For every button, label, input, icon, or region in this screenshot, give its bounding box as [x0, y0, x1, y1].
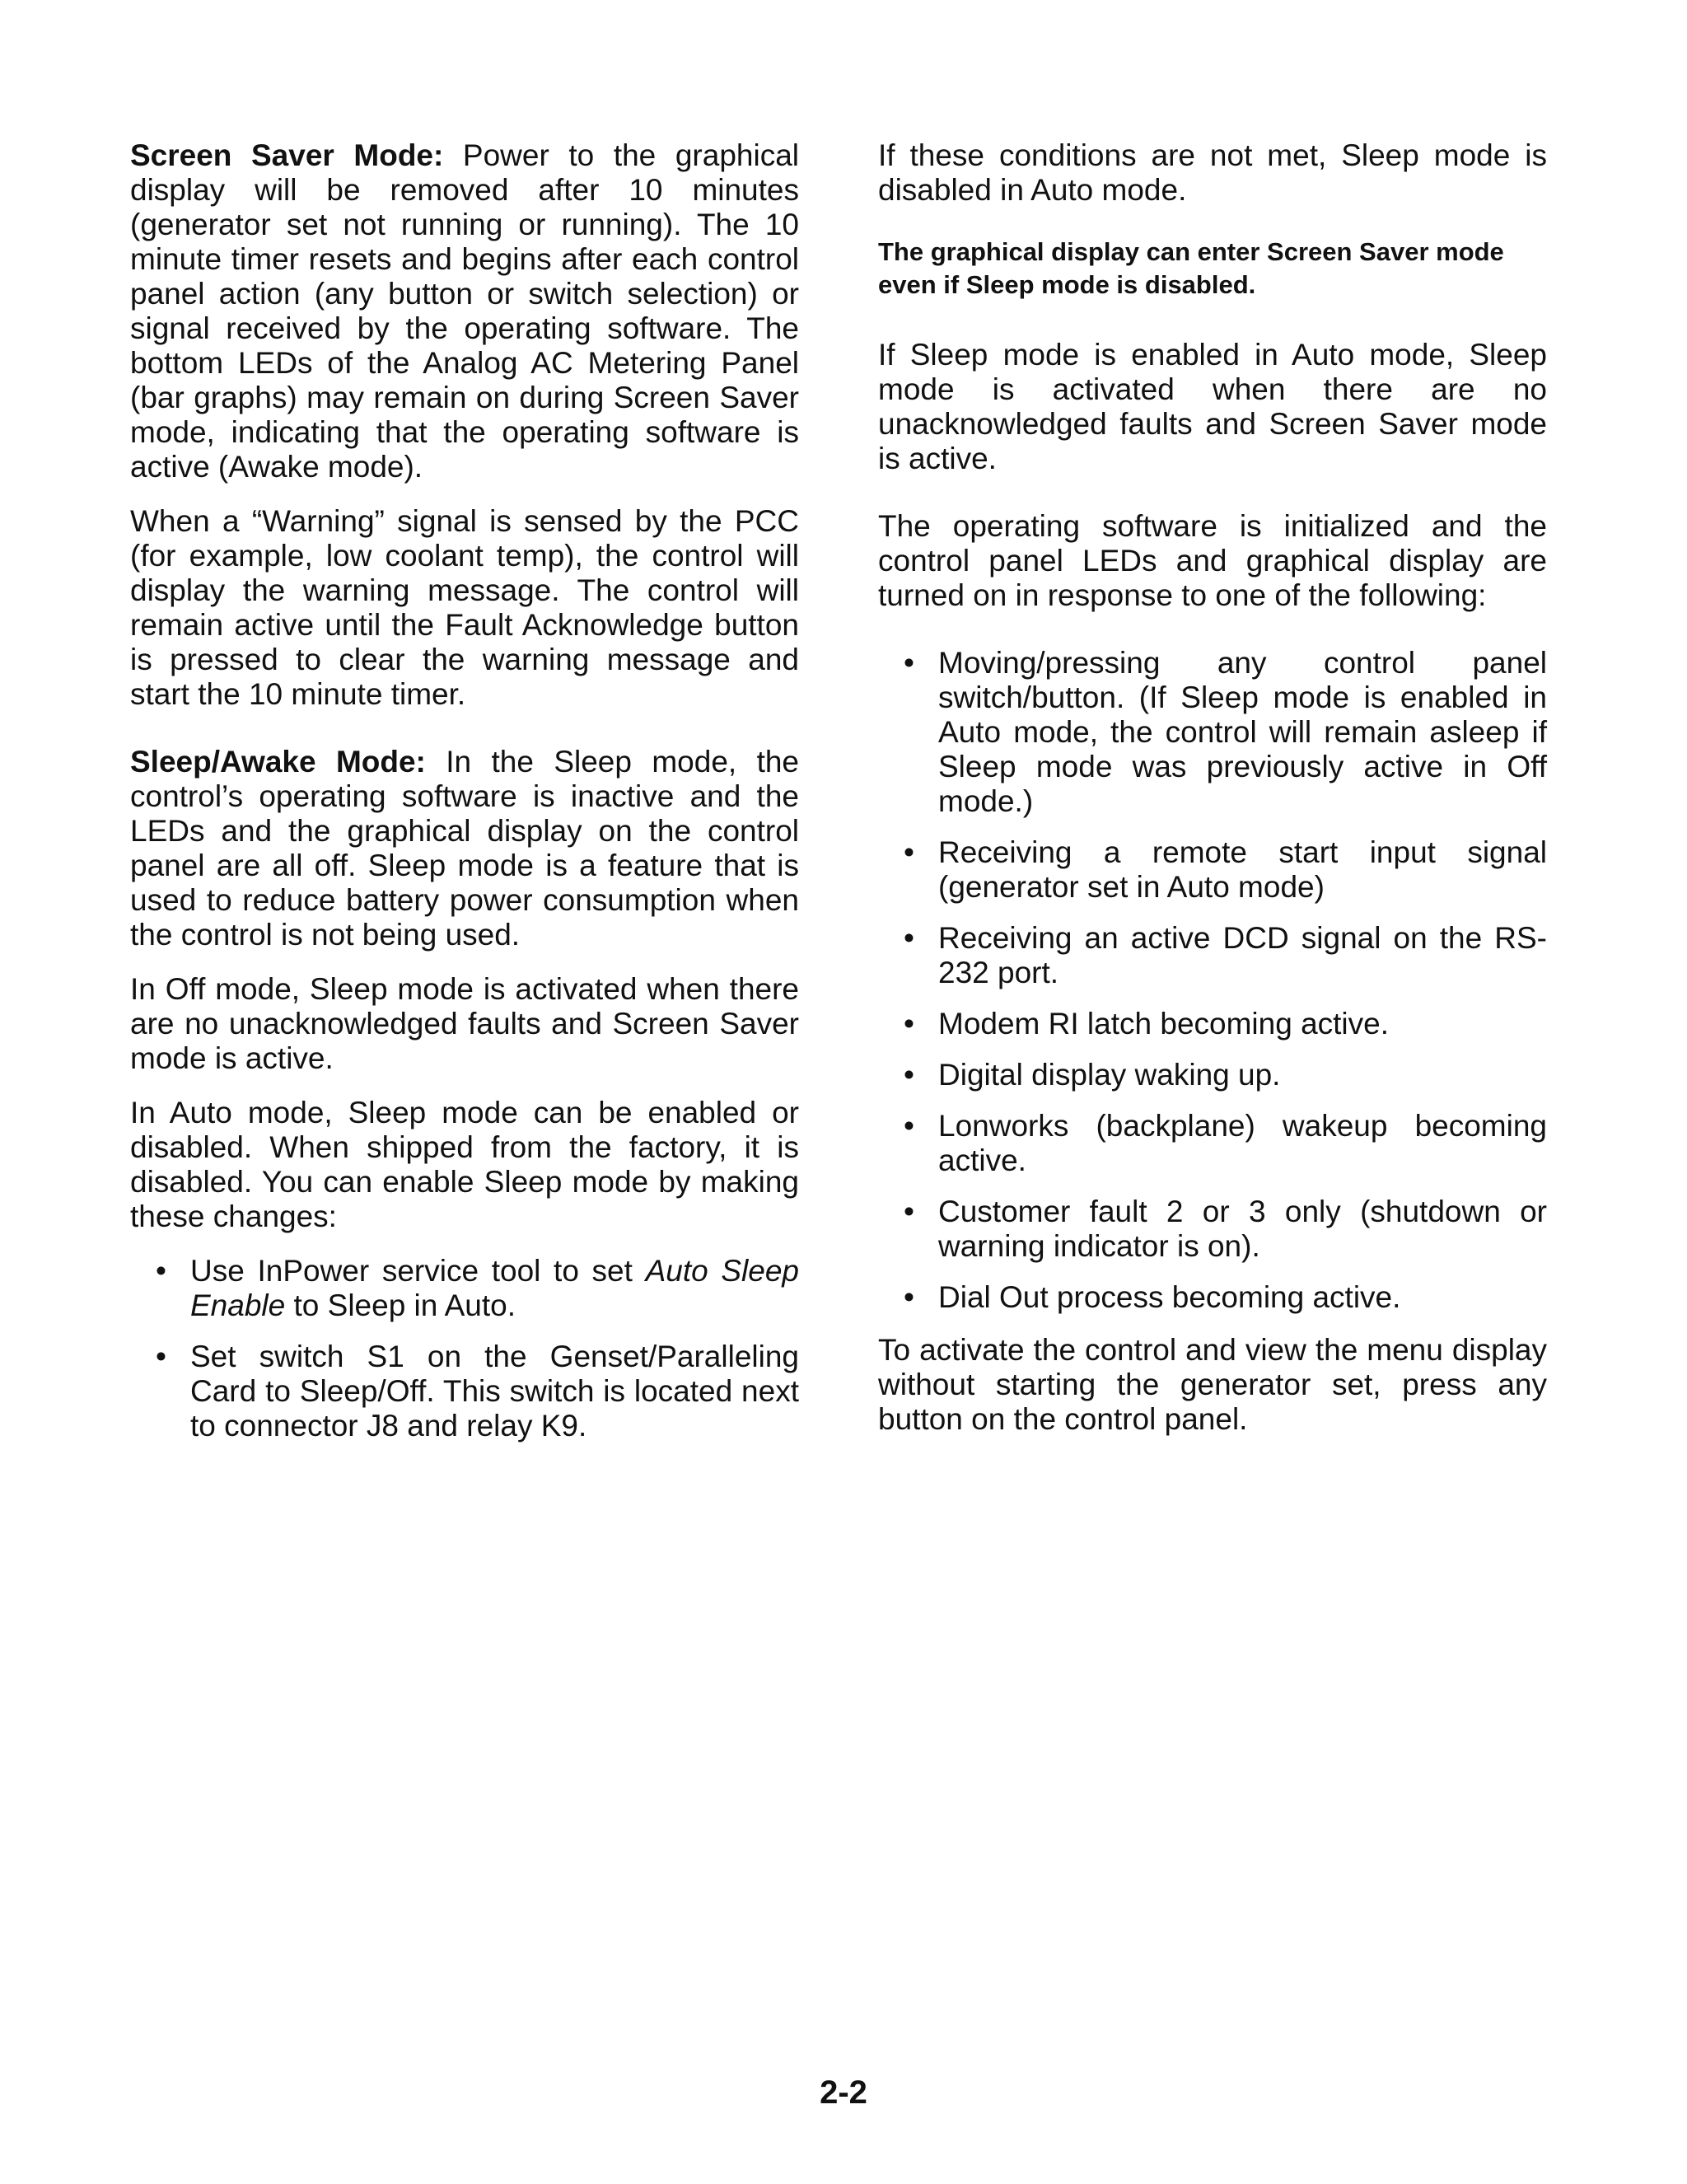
page-number: 2-2 — [820, 2074, 867, 2111]
sleep-auto-paragraph: If Sleep mode is enabled in Auto mode, Sleep mode is activated when there are no unacknowledged faults and Screen Saver mode is active. — [878, 338, 1547, 475]
screen-saver-text: Power to the graphical display will be removed after 10 minutes (generator set not running or running). The 10 minute timer resets and begins after each control panel action (any button or switch selection) or signal received by the operating software. The bottom LEDs of the Analog AC Metering Panel (bar graphs) may remain on during Screen Saver mode, indicating that the operating software is active (Awake mode). — [130, 138, 799, 484]
bullet-text: Moving/pressing any control panel switch/button. (If Sleep mode is enabled in Auto mode, the control will remain asleep if Sleep mode was previously active in Off mode.) — [938, 646, 1547, 818]
sleep-awake-paragraph — [130, 745, 799, 952]
list-item — [878, 1007, 1547, 1041]
screen-saver-note: The graphical display can enter Screen Saver mode even if Sleep mode is disabled. — [878, 237, 1504, 299]
list-item — [878, 921, 1547, 990]
bullet-text: Digital display waking up. — [938, 1058, 1281, 1092]
bullet-icon: • — [904, 1195, 914, 1228]
list-item — [130, 1340, 799, 1443]
off-mode-paragraph: In Off mode, Sleep mode is activated when there are no unacknowledged faults and Screen Saver mode is active. — [130, 972, 799, 1075]
auto-mode-paragraph: In Auto mode, Sleep mode can be enabled or disabled. When shipped from the factory, it is disabled. You can enable Sleep mode by making these changes: — [130, 1096, 799, 1233]
screen-saver-paragraph — [130, 138, 799, 484]
enable-sleep-list — [130, 1254, 799, 1443]
bullet-text: Set switch S1 on the Genset/Paralleling Card to Sleep/Off. This switch is located next to connector J8 and relay K9. — [190, 1340, 799, 1443]
wake-conditions-list — [878, 646, 1547, 1315]
bullet-icon: • — [904, 1007, 914, 1041]
warning-paragraph: When a “Warning” signal is sensed by the PCC (for example, low coolant temp), the control will display the warning message. The control will remain active until the Fault Acknowledge button is pressed to clear the warning message and start the 10 minute timer. — [130, 504, 799, 711]
bullet-text: Modem RI latch becoming active. — [938, 1007, 1390, 1041]
bullet-text: Customer fault 2 or 3 only (shutdown or warning indicator is on). — [938, 1195, 1547, 1263]
left-column — [130, 138, 799, 1461]
conditions-paragraph: If these conditions are not met, Sleep mode is disabled in Auto mode. — [878, 138, 1547, 207]
bullet-icon: • — [904, 1058, 914, 1092]
bullet-text-pre: Use InPower service tool to set — [190, 1254, 646, 1288]
sleep-awake-heading: Sleep/Awake Mode: — [130, 745, 426, 779]
list-item — [878, 1109, 1547, 1178]
right-column — [878, 138, 1547, 1457]
sleep-awake-text: In the Sleep mode, the control’s operating software is inactive and the LEDs and the graphical display on the control panel are all off. Sleep mode is a feature that is used to reduce battery power consumption when the control is not being used. — [130, 745, 800, 952]
activate-control-paragraph: To activate the control and view the menu display without starting the generator set, press any button on the control panel. — [878, 1333, 1547, 1436]
screen-saver-heading: Screen Saver Mode: — [130, 138, 444, 172]
bullet-icon: • — [156, 1340, 166, 1373]
list-item — [878, 1195, 1547, 1264]
bullet-text-post: to Sleep in Auto. — [285, 1288, 516, 1322]
bullet-text: Receiving an active DCD signal on the RS-232 port. — [938, 921, 1547, 989]
list-item — [878, 835, 1547, 905]
bullet-icon: • — [156, 1254, 166, 1288]
bullet-icon: • — [904, 921, 914, 955]
initialization-paragraph: The operating software is initialized and the control panel LEDs and graphical display are turned on in response to one of the following: — [878, 509, 1547, 612]
bullet-text: Receiving a remote start input signal (generator set in Auto mode) — [938, 835, 1547, 904]
list-item — [878, 1058, 1547, 1092]
list-item — [878, 1280, 1547, 1315]
bullet-icon: • — [904, 1109, 914, 1143]
list-item — [130, 1254, 799, 1323]
list-item — [878, 646, 1547, 819]
bullet-icon: • — [904, 646, 914, 680]
bullet-icon: • — [904, 1280, 914, 1314]
bullet-icon: • — [904, 835, 914, 869]
bullet-text: Lonworks (backplane) wakeup becoming active. — [938, 1109, 1547, 1177]
bullet-text-italic: Auto Sleep Enable — [190, 1254, 800, 1322]
bullet-text: Dial Out process becoming active. — [938, 1280, 1401, 1314]
